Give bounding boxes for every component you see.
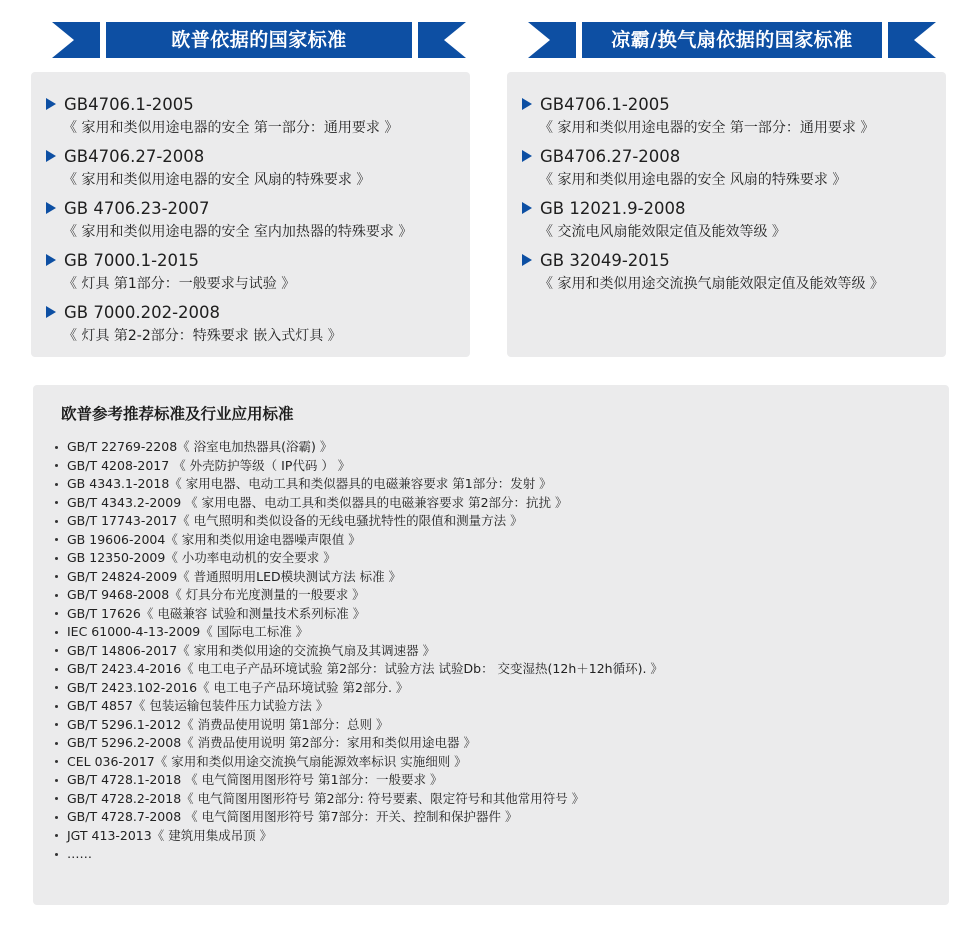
- reference-item: [55, 586, 663, 605]
- standard-title: 《 家用和类似用途电器的安全 室内加热器的特殊要求 》: [63, 224, 413, 240]
- reference-item-text: GB/T 24824-2009《 普通照明用LED模块测试方法 标准 》: [67, 568, 402, 584]
- reference-item-text: ……: [67, 846, 92, 861]
- bullet-dot-icon: [55, 797, 58, 800]
- reference-item: [55, 697, 663, 716]
- reference-item-text: GB/T 14806-2017《 家用和类似用途的交流换气扇及其调速器 》: [67, 642, 436, 658]
- bullet-dot-icon: [55, 816, 58, 819]
- standard-item: [46, 144, 462, 192]
- triangle-bullet-icon: [46, 98, 56, 110]
- reference-item-text: GB/T 9468-2008《 灯具分布光度测量的一般要求 》: [67, 587, 365, 602]
- bullet-dot-icon: [55, 742, 58, 745]
- reference-item-text: CEL 036-2017《 家用和类似用途交流换气扇能源效率标识 实施细则 》: [67, 753, 467, 769]
- triangle-bullet-icon: [522, 254, 532, 266]
- chevron-left-icon: [888, 22, 936, 58]
- bullet-dot-icon: [55, 483, 58, 486]
- reference-item: [55, 512, 663, 531]
- standard-code: GB4706.27-2008: [540, 146, 681, 166]
- reference-standards-panel: [33, 385, 949, 905]
- reference-item-text: GB/T 4728.7-2008 《 电气简图用图形符号 第7部分：开关、控制和保护器件 》: [67, 809, 518, 824]
- triangle-bullet-icon: [522, 202, 532, 214]
- reference-heading: 欧普参考推荐标准及行业应用标准: [61, 405, 294, 423]
- standard-item: [46, 300, 462, 348]
- chevron-left-icon: [418, 22, 466, 58]
- standard-code: GB4706.1-2005: [64, 94, 194, 114]
- standard-title: 《 家用和类似用途交流换气扇能效限定值及能效等级 》: [539, 276, 884, 292]
- standard-code: GB4706.27-2008: [64, 146, 205, 166]
- triangle-bullet-icon: [46, 150, 56, 162]
- reference-item: [55, 494, 663, 513]
- reference-list: [55, 438, 663, 864]
- reference-item-text: GB/T 4728.2-2018《 电气简图用图形符号 第2部分: 符号要素、限定符号和其他常用符号 》: [67, 790, 585, 806]
- standard-code: GB4706.1-2005: [540, 94, 670, 114]
- bullet-dot-icon: [55, 612, 58, 615]
- bullet-dot-icon: [55, 557, 58, 560]
- reference-item: [55, 623, 663, 642]
- right-section-banner: [528, 22, 936, 58]
- standard-title: 《 交流电风扇能效限定值及能效等级 》: [539, 224, 786, 240]
- reference-item-text: IEC 61000-4-13-2009《 国际电工标准 》: [67, 624, 309, 639]
- standard-code: GB 7000.202-2008: [64, 302, 221, 322]
- bullet-dot-icon: [55, 446, 58, 449]
- right-standards-card: [507, 72, 946, 357]
- reference-item-text: JGT 413-2013《 建筑用集成吊顶 》: [67, 827, 273, 843]
- left-standards-list: [46, 92, 462, 352]
- reference-item: [55, 753, 663, 772]
- reference-item: [55, 845, 663, 864]
- bullet-dot-icon: [55, 649, 58, 652]
- reference-item: [55, 605, 663, 624]
- standard-item: [46, 248, 462, 296]
- triangle-bullet-icon: [522, 98, 532, 110]
- reference-item-text: GB/T 4343.2-2009 《 家用电器、电动工具和类似器具的电磁兼容要求 第2部分：抗扰 》: [67, 494, 568, 510]
- reference-item: [55, 679, 663, 698]
- standard-item: [522, 248, 938, 296]
- bullet-dot-icon: [55, 723, 58, 726]
- bullet-dot-icon: [55, 631, 58, 634]
- left-banner-title: 欧普依据的国家标准: [106, 22, 412, 58]
- reference-item-text: GB 19606-2004《 家用和类似用途电器噪声限值 》: [67, 531, 361, 547]
- reference-item-text: GB 12350-2009《 小功率电动机的安全要求 》: [67, 550, 336, 565]
- reference-item: [55, 808, 663, 827]
- standard-code: GB 7000.1-2015: [64, 250, 200, 270]
- reference-item-text: GB/T 4857《 包装运输包装件压力试验方法 》: [67, 698, 329, 713]
- right-standards-list: [522, 92, 938, 300]
- reference-item-text: GB/T 2423.4-2016《 电工电子产品环境试验 第2部分：试验方法 试验Db： 交变湿热(12h＋12h循环). 》: [67, 661, 663, 676]
- reference-item-text: GB/T 17743-2017《 电气照明和类似设备的无线电骚扰特性的限值和测量方法 》: [67, 513, 523, 528]
- reference-item: [55, 568, 663, 587]
- reference-item: [55, 771, 663, 790]
- triangle-bullet-icon: [522, 150, 532, 162]
- reference-item-text: GB/T 22769-2208《 浴室电加热器具(浴霸) 》: [67, 439, 333, 454]
- bullet-dot-icon: [55, 464, 58, 467]
- standard-item: [46, 92, 462, 140]
- bullet-dot-icon: [55, 760, 58, 763]
- bullet-dot-icon: [55, 501, 58, 504]
- reference-item-text: GB 4343.1-2018《 家用电器、电动工具和类似器具的电磁兼容要求 第1部分：发射 》: [67, 476, 552, 491]
- reference-item-text: GB/T 5296.2-2008《 消费品使用说明 第2部分：家用和类似用途电器 》: [67, 735, 477, 750]
- reference-item: [55, 438, 663, 457]
- bullet-dot-icon: [55, 594, 58, 597]
- triangle-bullet-icon: [46, 202, 56, 214]
- standard-item: [522, 196, 938, 244]
- bullet-dot-icon: [55, 668, 58, 671]
- reference-item: [55, 475, 663, 494]
- standard-item: [522, 92, 938, 140]
- right-banner-title: 凉霸/换气扇依据的国家标准: [582, 22, 882, 58]
- reference-item-text: GB/T 4728.1-2018 《 电气简图用图形符号 第1部分：一般要求 》: [67, 772, 443, 787]
- bullet-dot-icon: [55, 834, 58, 837]
- triangle-bullet-icon: [46, 254, 56, 266]
- bullet-dot-icon: [55, 779, 58, 782]
- reference-item-text: GB/T 4208-2017 《 外壳防护等级（ IP代码 ） 》: [67, 457, 351, 473]
- standard-title: 《 家用和类似用途电器的安全 风扇的特殊要求 》: [539, 172, 847, 188]
- reference-item: [55, 660, 663, 679]
- reference-item: [55, 734, 663, 753]
- bullet-dot-icon: [55, 520, 58, 523]
- triangle-bullet-icon: [46, 306, 56, 318]
- standard-title: 《 家用和类似用途电器的安全 第一部分：通用要求 》: [539, 120, 875, 136]
- standard-title: 《 灯具 第2-2部分：特殊要求 嵌入式灯具 》: [63, 328, 342, 344]
- reference-item: [55, 457, 663, 476]
- reference-item-text: GB/T 17626《 电磁兼容 试验和测量技术系列标准 》: [67, 605, 366, 621]
- left-section-banner: [52, 22, 466, 58]
- reference-item-text: GB/T 5296.1-2012《 消费品使用说明 第1部分：总则 》: [67, 716, 389, 732]
- reference-item: [55, 642, 663, 661]
- bullet-dot-icon: [55, 575, 58, 578]
- chevron-right-icon: [528, 22, 576, 58]
- standard-code: GB 32049-2015: [540, 250, 670, 270]
- standard-title: 《 家用和类似用途电器的安全 风扇的特殊要求 》: [63, 172, 371, 188]
- bullet-dot-icon: [55, 705, 58, 708]
- bullet-dot-icon: [55, 538, 58, 541]
- bullet-dot-icon: [55, 853, 58, 856]
- reference-item: [55, 549, 663, 568]
- standard-item: [46, 196, 462, 244]
- standard-title: 《 灯具 第1部分：一般要求与试验 》: [63, 276, 296, 292]
- reference-item: [55, 790, 663, 809]
- chevron-right-icon: [52, 22, 100, 58]
- reference-item-text: GB/T 2423.102-2016《 电工电子产品环境试验 第2部分. 》: [67, 679, 409, 695]
- bullet-dot-icon: [55, 686, 58, 689]
- reference-item: [55, 531, 663, 550]
- standard-title: 《 家用和类似用途电器的安全 第一部分：通用要求 》: [63, 120, 399, 136]
- reference-item: [55, 716, 663, 735]
- standard-code: GB 4706.23-2007: [64, 198, 210, 218]
- standard-item: [522, 144, 938, 192]
- left-standards-card: [31, 72, 470, 357]
- reference-item: [55, 827, 663, 846]
- standard-code: GB 12021.9-2008: [540, 198, 686, 218]
